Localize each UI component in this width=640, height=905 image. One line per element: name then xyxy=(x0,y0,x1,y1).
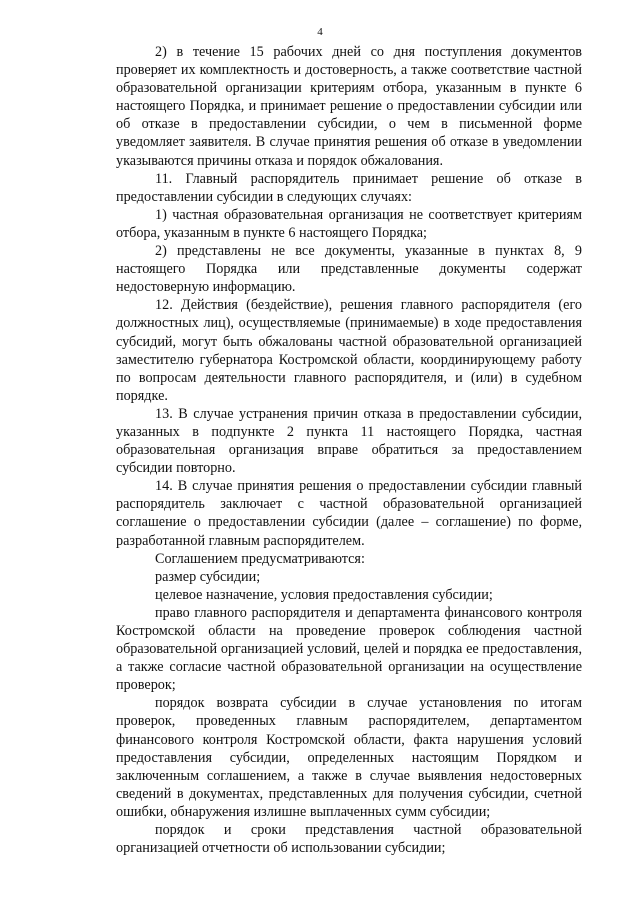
paragraph-agreement-reporting: порядок и сроки представления частной образовательной организацией отчетности об использовании субсидии; xyxy=(116,822,582,857)
paragraph-clause-11-item-1: 1) частная образовательная организация не соответствует критериям отбора, указанным в пункте 6 настоящего Порядка; xyxy=(116,206,582,241)
paragraph-item-2-review: 2) в течение 15 рабочих дней со дня поступления документов проверяет их комплектность и достоверность, а также соответствие частной образовательной организации критериям отбора, указанным в пункте 6 настоящего Порядка, и принимает решение о предоставлении субсидии или об отказе в предоставлении субсидии, о чем в письменной форме уведомляет заявителя. В случае принятия решения об отказе в уведомлении указываются причины отказа и порядок обжалования. xyxy=(116,44,582,169)
paragraph-agreement-refund-procedure: порядок возврата субсидии в случае установления по итогам проверок, проведенных главным распорядителем, департаментом финансового контроля Костромской области, факта нарушения условий предоставления субсидии, определенных настоящим Порядком и заключенным соглашением, а также в случае выявления недостоверных сведений в документах, представленных для получения субсидии, счетной ошибки, обнаружения излишне выплаченных сумм субсидии; xyxy=(116,695,582,820)
paragraph-clause-12: 12. Действия (бездействие), решения главного распорядителя (его должностных лиц), осуществляемые (принимаемые) в ходе предоставления субсидий, могут быть обжалованы частной образовательной организацией заместителю губернатора Костромской области, координирующему работу по вопросам деятельности главного распорядителя, и (или) в судебном порядке. xyxy=(116,297,582,404)
paragraph-agreement-amount: размер субсидии; xyxy=(155,568,261,585)
paragraph-clause-11: 11. Главный распорядитель принимает решение об отказе в предоставлении субсидии в следующих случаях: xyxy=(116,170,582,205)
page-number: 4 xyxy=(317,26,323,38)
paragraph-clause-13: 13. В случае устранения причин отказа в предоставлении субсидии, указанных в подпункте 2 пункта 11 настоящего Порядка, частная образовательная организация вправе обратиться за предоставлением субсидии повторно. xyxy=(116,405,582,477)
paragraph-clause-11-item-2: 2) представлены не все документы, указанные в пунктах 8, 9 настоящего Порядка или представленные документы содержат недостоверную информацию. xyxy=(116,243,582,296)
paragraph-agreement-inspection-right: право главного распорядителя и департамента финансового контроля Костромской области на проведение проверок соблюдения частной образовательной организацией условий, целей и порядка ее предоставления, а также согласие частной образовательной организации на осуществление проверок; xyxy=(116,604,582,694)
document-body xyxy=(116,43,582,857)
paragraph-clause-14: 14. В случае принятия решения о предоставлении субсидии главный распорядитель заключает с частной образовательной организацией соглашение о предоставлении субсидии (далее – соглашение) по форме, разработанной главным распорядителем. xyxy=(116,478,582,549)
paragraph-agreement-purpose: целевое назначение, условия предоставления субсидии; xyxy=(155,586,493,603)
paragraph-agreement-intro: Соглашением предусматриваются: xyxy=(155,550,365,567)
